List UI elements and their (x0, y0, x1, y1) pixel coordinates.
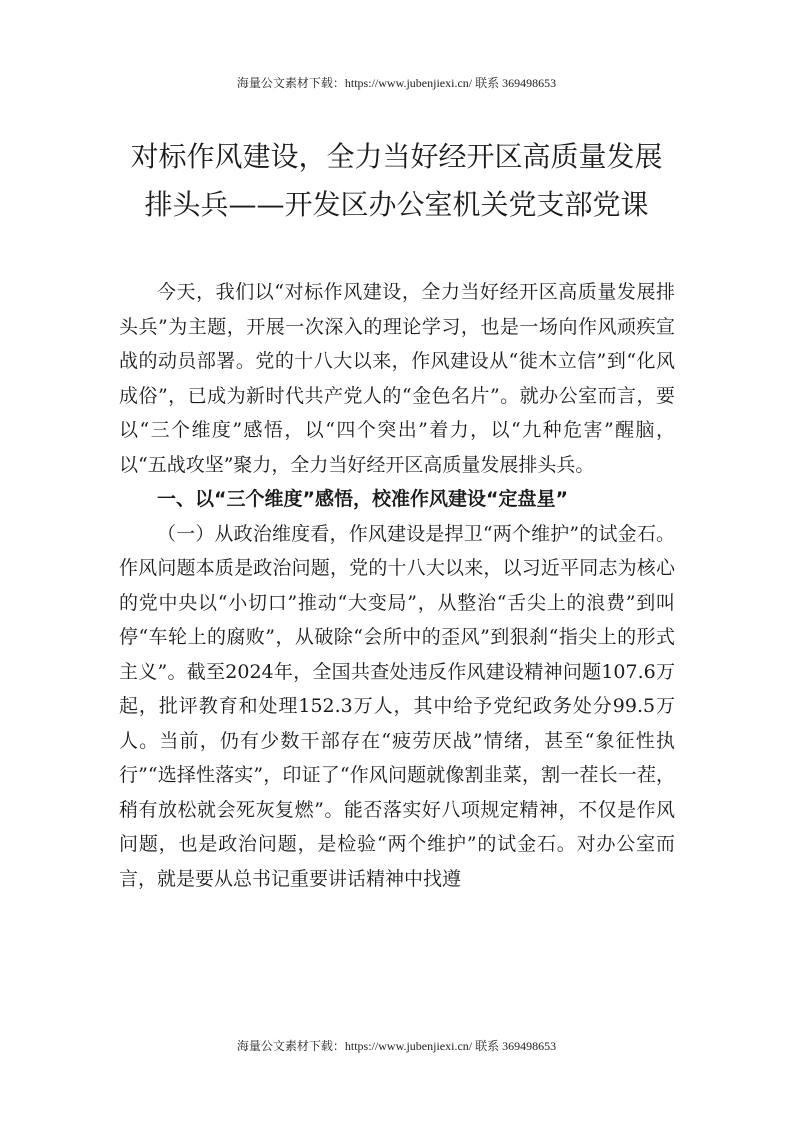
page-footer: 海量公文素材下载：https://www.jubenjiexi.cn/ 联系 369498653 (236, 1039, 557, 1053)
document-title (60, 133, 733, 229)
section-heading: 一、以“三个维度”感悟，校准作风建设“定盘星” (157, 488, 568, 510)
document-body (119, 275, 675, 896)
subsection-paragraph: （一）从政治维度看，作风建设是捍卫“两个维护”的试金石。作风问题本质是政治问题，党的十八大以来，以习近平同志为核心的党中央以“小切口”推动“大变局”，从整治“舌尖上的浪费”到叫停“车轮上的腐败”，从破除“会所中的歪风”到狠刹“指尖上的形式主义”。截至2024年，全国共查处违反作风建设精神问题107.6万起，批评教育和处理152.3万人，其中给予党纪政务处分99.5万人。当前，仍有少数干部存在“疲劳厌战”情绪，甚至“象征性执行”“选择性落实”，印证了“作风问题就像割韭菜，割一茬长一茬，稍有放松就会死灰复燃”。能否落实好八项规定精神，不仅是作风问题，也是政治问题，是检验“两个维护”的试金石。对办公室而言，就是要从总书记重要讲话精神中找遵 (119, 522, 675, 890)
title-line-1: 对标作风建设，全力当好经开区高质量发展 (130, 140, 663, 173)
title-line-2: 排头兵——开发区办公室机关党支部党课 (144, 188, 649, 221)
intro-paragraph: 今天，我们以“对标作风建设，全力当好经开区高质量发展排头兵”为主题，开展一次深入的理论学习，也是一场向作风顽疾宣战的动员部署。党的十八大以来，作风建设从“徙木立信”到“化风成俗”，已成为新时代共产党人的“金色名片”。就办公室而言，要以“三个维度”感悟，以“四个突出”着力，以“九种危害”醒脑，以“五战攻坚”聚力，全力当好经开区高质量发展排头兵。 (119, 281, 675, 476)
page-header: 海量公文素材下载：https://www.jubenjiexi.cn/ 联系 369498653 (236, 76, 557, 90)
